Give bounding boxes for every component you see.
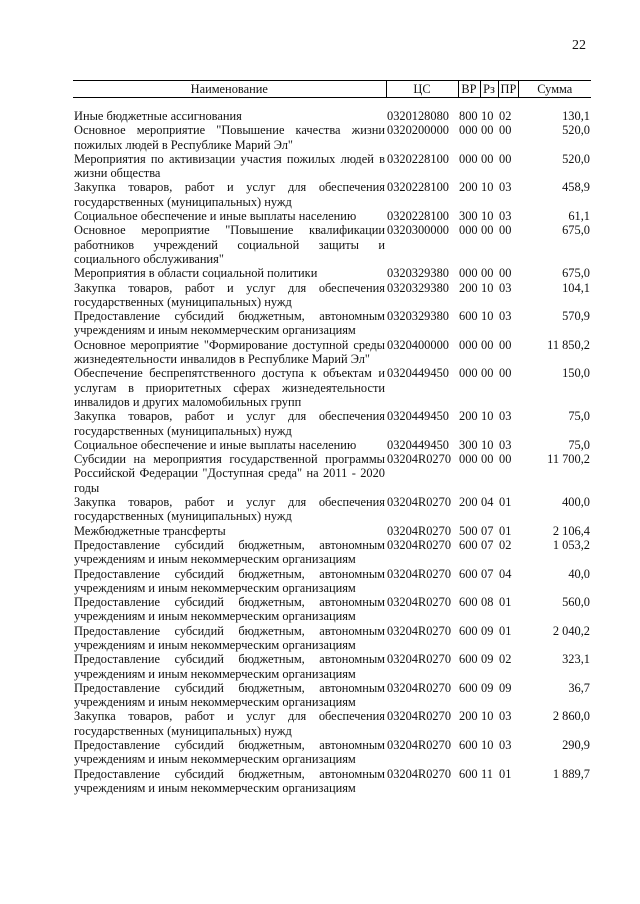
row-vr: 800 bbox=[459, 109, 478, 123]
table-row bbox=[73, 266, 591, 280]
table-row bbox=[73, 652, 591, 681]
table-row bbox=[73, 495, 591, 524]
table-row bbox=[73, 109, 591, 123]
header-name: Наименование bbox=[73, 81, 386, 98]
row-sum: 104,1 bbox=[562, 280, 590, 295]
row-sum: 675,0 bbox=[562, 223, 590, 238]
row-sum: 1 053,2 bbox=[552, 537, 590, 552]
table-body bbox=[73, 109, 591, 795]
row-sum: 570,9 bbox=[562, 309, 590, 324]
row-pr: 00 bbox=[499, 337, 512, 352]
row-sum: 150,0 bbox=[562, 366, 590, 381]
row-cs: 03204R0270 bbox=[387, 623, 452, 638]
row-name: Предоставление субсидий бюджетным, автономным учреждениям и иным некоммерческим организациям bbox=[74, 595, 385, 624]
table-header-row bbox=[73, 81, 591, 98]
row-vr: 000 bbox=[459, 337, 478, 352]
table-row bbox=[73, 595, 591, 624]
row-rz: 10 bbox=[481, 409, 494, 424]
row-name: Закупка товаров, работ и услуг для обеспечения государственных (муниципальных) нужд bbox=[74, 709, 385, 738]
row-rz: 10 bbox=[481, 180, 494, 195]
row-sum: 61,1 bbox=[568, 209, 590, 224]
table-row bbox=[73, 152, 591, 181]
row-vr: 600 bbox=[459, 309, 478, 324]
row-name: Закупка товаров, работ и услуг для обеспечения государственных (муниципальных) нужд bbox=[74, 180, 385, 209]
row-name: Социальное обеспечение и иные выплаты населению bbox=[74, 209, 357, 224]
row-name: Предоставление субсидий бюджетным, автономным учреждениям и иным некоммерческим организациям bbox=[74, 537, 385, 567]
row-vr: 500 bbox=[459, 523, 478, 538]
row-name: Предоставление субсидий бюджетным, автономным учреждениям и иным некоммерческим организациям bbox=[74, 309, 385, 338]
row-pr: 01 bbox=[499, 495, 512, 510]
row-name: Предоставление субсидий бюджетным, автономным учреждениям и иным некоммерческим организациям bbox=[74, 766, 385, 795]
row-rz: 10 bbox=[481, 209, 494, 224]
row-name: Основное мероприятие "Формирование доступной среды жизнедеятельности инвалидов в Республике Марий Эл" bbox=[74, 337, 385, 367]
budget-table bbox=[73, 80, 591, 795]
row-name: Предоставление субсидий бюджетным, автономным учреждениям и иным некоммерческим организациям bbox=[74, 680, 385, 710]
row-vr: 600 bbox=[459, 595, 478, 610]
row-sum: 2 106,4 bbox=[552, 523, 590, 538]
row-rz: 07 bbox=[481, 566, 494, 581]
row-cs: 0320228100 bbox=[387, 209, 449, 224]
row-name: Основное мероприятие "Повышение квалификации работников учреждений социальной защиты и социального обслуживания" bbox=[74, 223, 385, 266]
row-pr: 03 bbox=[499, 280, 512, 295]
row-name: Мероприятия по активизации участия пожилых людей в жизни общества bbox=[74, 151, 385, 181]
row-name: Обеспечение беспрепятственного доступа к объектам и услугам в приоритетных сферах жизнедеятельности инвалидов и других маломобильных групп bbox=[74, 366, 385, 409]
header-pr: ПР bbox=[498, 81, 518, 98]
row-cs: 0320200000 bbox=[387, 123, 449, 138]
row-cs: 03204R0270 bbox=[387, 652, 452, 667]
table-row bbox=[73, 624, 591, 653]
row-cs: 03204R0270 bbox=[387, 680, 452, 695]
row-sum: 520,0 bbox=[562, 151, 590, 166]
table-row bbox=[73, 180, 591, 209]
row-rz: 07 bbox=[481, 537, 494, 552]
row-name: Предоставление субсидий бюджетным, автономным учреждениям и иным некоммерческим организациям bbox=[74, 652, 385, 681]
row-rz: 10 bbox=[481, 709, 494, 724]
header-vr: ВР bbox=[458, 81, 480, 98]
row-rz: 04 bbox=[481, 495, 494, 510]
row-rz: 09 bbox=[481, 680, 494, 695]
row-pr: 03 bbox=[499, 309, 512, 324]
row-pr: 03 bbox=[499, 738, 512, 753]
row-cs: 03204R0270 bbox=[387, 452, 452, 467]
table-row bbox=[73, 524, 591, 538]
row-pr: 04 bbox=[499, 566, 512, 581]
row-rz: 00 bbox=[481, 366, 494, 381]
row-rz: 08 bbox=[481, 595, 494, 610]
row-vr: 200 bbox=[459, 280, 478, 295]
row-vr: 600 bbox=[459, 738, 478, 753]
row-name: Закупка товаров, работ и услуг для обеспечения государственных (муниципальных) нужд bbox=[74, 495, 385, 524]
table-row bbox=[73, 709, 591, 738]
header-sum: Сумма bbox=[518, 81, 591, 98]
row-rz: 00 bbox=[481, 452, 494, 467]
row-cs: 03204R0270 bbox=[387, 523, 452, 538]
row-sum: 400,0 bbox=[562, 495, 590, 510]
row-vr: 300 bbox=[459, 209, 478, 224]
row-cs: 0320400000 bbox=[387, 337, 449, 352]
row-cs: 03204R0270 bbox=[387, 595, 452, 610]
row-name: Субсидии на мероприятия государственной программы Российской Федерации "Доступная среда" на 2011 - 2020 годы bbox=[74, 452, 385, 495]
row-vr: 200 bbox=[459, 495, 478, 510]
row-rz: 11 bbox=[481, 766, 493, 781]
table-row bbox=[73, 123, 591, 152]
row-rz: 07 bbox=[481, 523, 494, 538]
row-name: Социальное обеспечение и иные выплаты населению bbox=[74, 437, 357, 452]
header-spacer bbox=[73, 98, 591, 110]
row-vr: 000 bbox=[459, 223, 478, 238]
table-row bbox=[73, 452, 591, 495]
row-name: Основное мероприятие "Повышение качества жизни пожилых людей в Республике Марий Эл" bbox=[74, 123, 385, 152]
row-pr: 03 bbox=[499, 409, 512, 424]
row-rz: 00 bbox=[481, 151, 494, 166]
row-cs: 0320449450 bbox=[387, 409, 449, 424]
row-pr: 02 bbox=[499, 652, 512, 667]
table-row bbox=[73, 738, 591, 767]
row-pr: 01 bbox=[499, 623, 512, 638]
row-cs: 0320329380 bbox=[387, 309, 449, 324]
row-vr: 000 bbox=[459, 123, 478, 138]
row-sum: 11 850,2 bbox=[547, 337, 590, 352]
row-rz: 00 bbox=[481, 337, 494, 352]
row-sum: 75,0 bbox=[568, 437, 590, 452]
row-sum: 2 040,2 bbox=[552, 623, 590, 638]
row-rz: 00 bbox=[481, 266, 494, 281]
row-pr: 00 bbox=[499, 223, 512, 238]
row-cs: 03204R0270 bbox=[387, 566, 452, 581]
row-sum: 40,0 bbox=[568, 566, 590, 581]
row-name: Межбюджетные трансферты bbox=[74, 523, 226, 538]
row-sum: 2 860,0 bbox=[552, 709, 590, 724]
row-vr: 600 bbox=[459, 680, 478, 695]
row-vr: 000 bbox=[459, 452, 478, 467]
row-pr: 02 bbox=[499, 537, 512, 552]
row-cs: 03204R0270 bbox=[387, 738, 452, 753]
row-vr: 200 bbox=[459, 180, 478, 195]
row-vr: 600 bbox=[459, 766, 478, 781]
row-pr: 01 bbox=[499, 523, 512, 538]
row-sum: 560,0 bbox=[562, 595, 590, 610]
row-vr: 000 bbox=[459, 151, 478, 166]
row-cs: 0320228100 bbox=[387, 180, 449, 195]
table-row bbox=[73, 409, 591, 438]
table-row bbox=[73, 767, 591, 796]
row-pr: 00 bbox=[499, 452, 512, 467]
row-sum: 36,7 bbox=[568, 680, 590, 695]
row-pr: 03 bbox=[499, 437, 512, 452]
table-row bbox=[73, 281, 591, 310]
row-pr: 03 bbox=[499, 209, 512, 224]
row-rz: 10 bbox=[481, 309, 494, 324]
row-vr: 600 bbox=[459, 566, 478, 581]
table-row bbox=[73, 681, 591, 710]
row-pr: 09 bbox=[499, 680, 512, 695]
page-number: 22 bbox=[572, 38, 586, 53]
table-row bbox=[73, 309, 591, 338]
row-rz: 09 bbox=[481, 652, 494, 667]
row-sum: 75,0 bbox=[568, 409, 590, 424]
row-cs: 0320228100 bbox=[387, 151, 449, 166]
row-rz: 10 bbox=[481, 738, 494, 753]
row-rz: 10 bbox=[481, 109, 494, 123]
row-pr: 01 bbox=[499, 766, 512, 781]
row-sum: 11 700,2 bbox=[547, 452, 590, 467]
table-row bbox=[73, 567, 591, 596]
row-pr: 03 bbox=[499, 709, 512, 724]
row-vr: 600 bbox=[459, 537, 478, 552]
row-cs: 0320128080 bbox=[387, 109, 449, 123]
row-cs: 0320329380 bbox=[387, 266, 449, 281]
table-row bbox=[73, 338, 591, 367]
row-vr: 000 bbox=[459, 266, 478, 281]
row-cs: 0320449450 bbox=[387, 366, 449, 381]
row-sum: 290,9 bbox=[562, 738, 590, 753]
row-rz: 10 bbox=[481, 437, 494, 452]
row-name: Закупка товаров, работ и услуг для обеспечения государственных (муниципальных) нужд bbox=[74, 280, 385, 309]
row-pr: 00 bbox=[499, 366, 512, 381]
row-cs: 0320449450 bbox=[387, 437, 449, 452]
row-vr: 000 bbox=[459, 366, 478, 381]
table-row bbox=[73, 438, 591, 452]
row-sum: 323,1 bbox=[562, 652, 590, 667]
row-sum: 1 889,7 bbox=[552, 766, 590, 781]
row-rz: 00 bbox=[481, 223, 494, 238]
row-rz: 00 bbox=[481, 123, 494, 138]
header-cs: ЦС bbox=[386, 81, 458, 98]
row-name: Предоставление субсидий бюджетным, автономным учреждениям и иным некоммерческим организациям bbox=[74, 566, 385, 595]
table-row bbox=[73, 209, 591, 223]
row-sum: 675,0 bbox=[562, 266, 590, 281]
row-cs: 03204R0270 bbox=[387, 766, 452, 781]
row-sum: 458,9 bbox=[562, 180, 590, 195]
row-cs: 0320329380 bbox=[387, 280, 449, 295]
row-rz: 10 bbox=[481, 280, 494, 295]
row-pr: 00 bbox=[499, 151, 512, 166]
table-row bbox=[73, 223, 591, 266]
table-row bbox=[73, 538, 591, 567]
header-rz: Рз bbox=[480, 81, 498, 98]
row-cs: 03204R0270 bbox=[387, 537, 452, 552]
table-row bbox=[73, 366, 591, 409]
row-pr: 01 bbox=[499, 595, 512, 610]
row-name: Предоставление субсидий бюджетным, автономным учреждениям и иным некоммерческим организациям bbox=[74, 623, 385, 652]
row-vr: 200 bbox=[459, 409, 478, 424]
row-sum: 130,1 bbox=[562, 109, 590, 123]
row-vr: 600 bbox=[459, 652, 478, 667]
row-cs: 0320300000 bbox=[387, 223, 449, 238]
row-vr: 600 bbox=[459, 623, 478, 638]
row-cs: 03204R0270 bbox=[387, 495, 452, 510]
row-sum: 520,0 bbox=[562, 123, 590, 138]
row-pr: 02 bbox=[499, 109, 512, 123]
row-rz: 09 bbox=[481, 623, 494, 638]
row-name: Предоставление субсидий бюджетным, автономным учреждениям и иным некоммерческим организациям bbox=[74, 738, 385, 767]
row-pr: 00 bbox=[499, 266, 512, 281]
row-name: Закупка товаров, работ и услуг для обеспечения государственных (муниципальных) нужд bbox=[74, 409, 385, 438]
row-vr: 300 bbox=[459, 437, 478, 452]
row-pr: 00 bbox=[499, 123, 512, 138]
row-cs: 03204R0270 bbox=[387, 709, 452, 724]
row-pr: 03 bbox=[499, 180, 512, 195]
row-vr: 200 bbox=[459, 709, 478, 724]
row-name: Иные бюджетные ассигнования bbox=[74, 109, 242, 123]
row-name: Мероприятия в области социальной политики bbox=[74, 266, 318, 281]
